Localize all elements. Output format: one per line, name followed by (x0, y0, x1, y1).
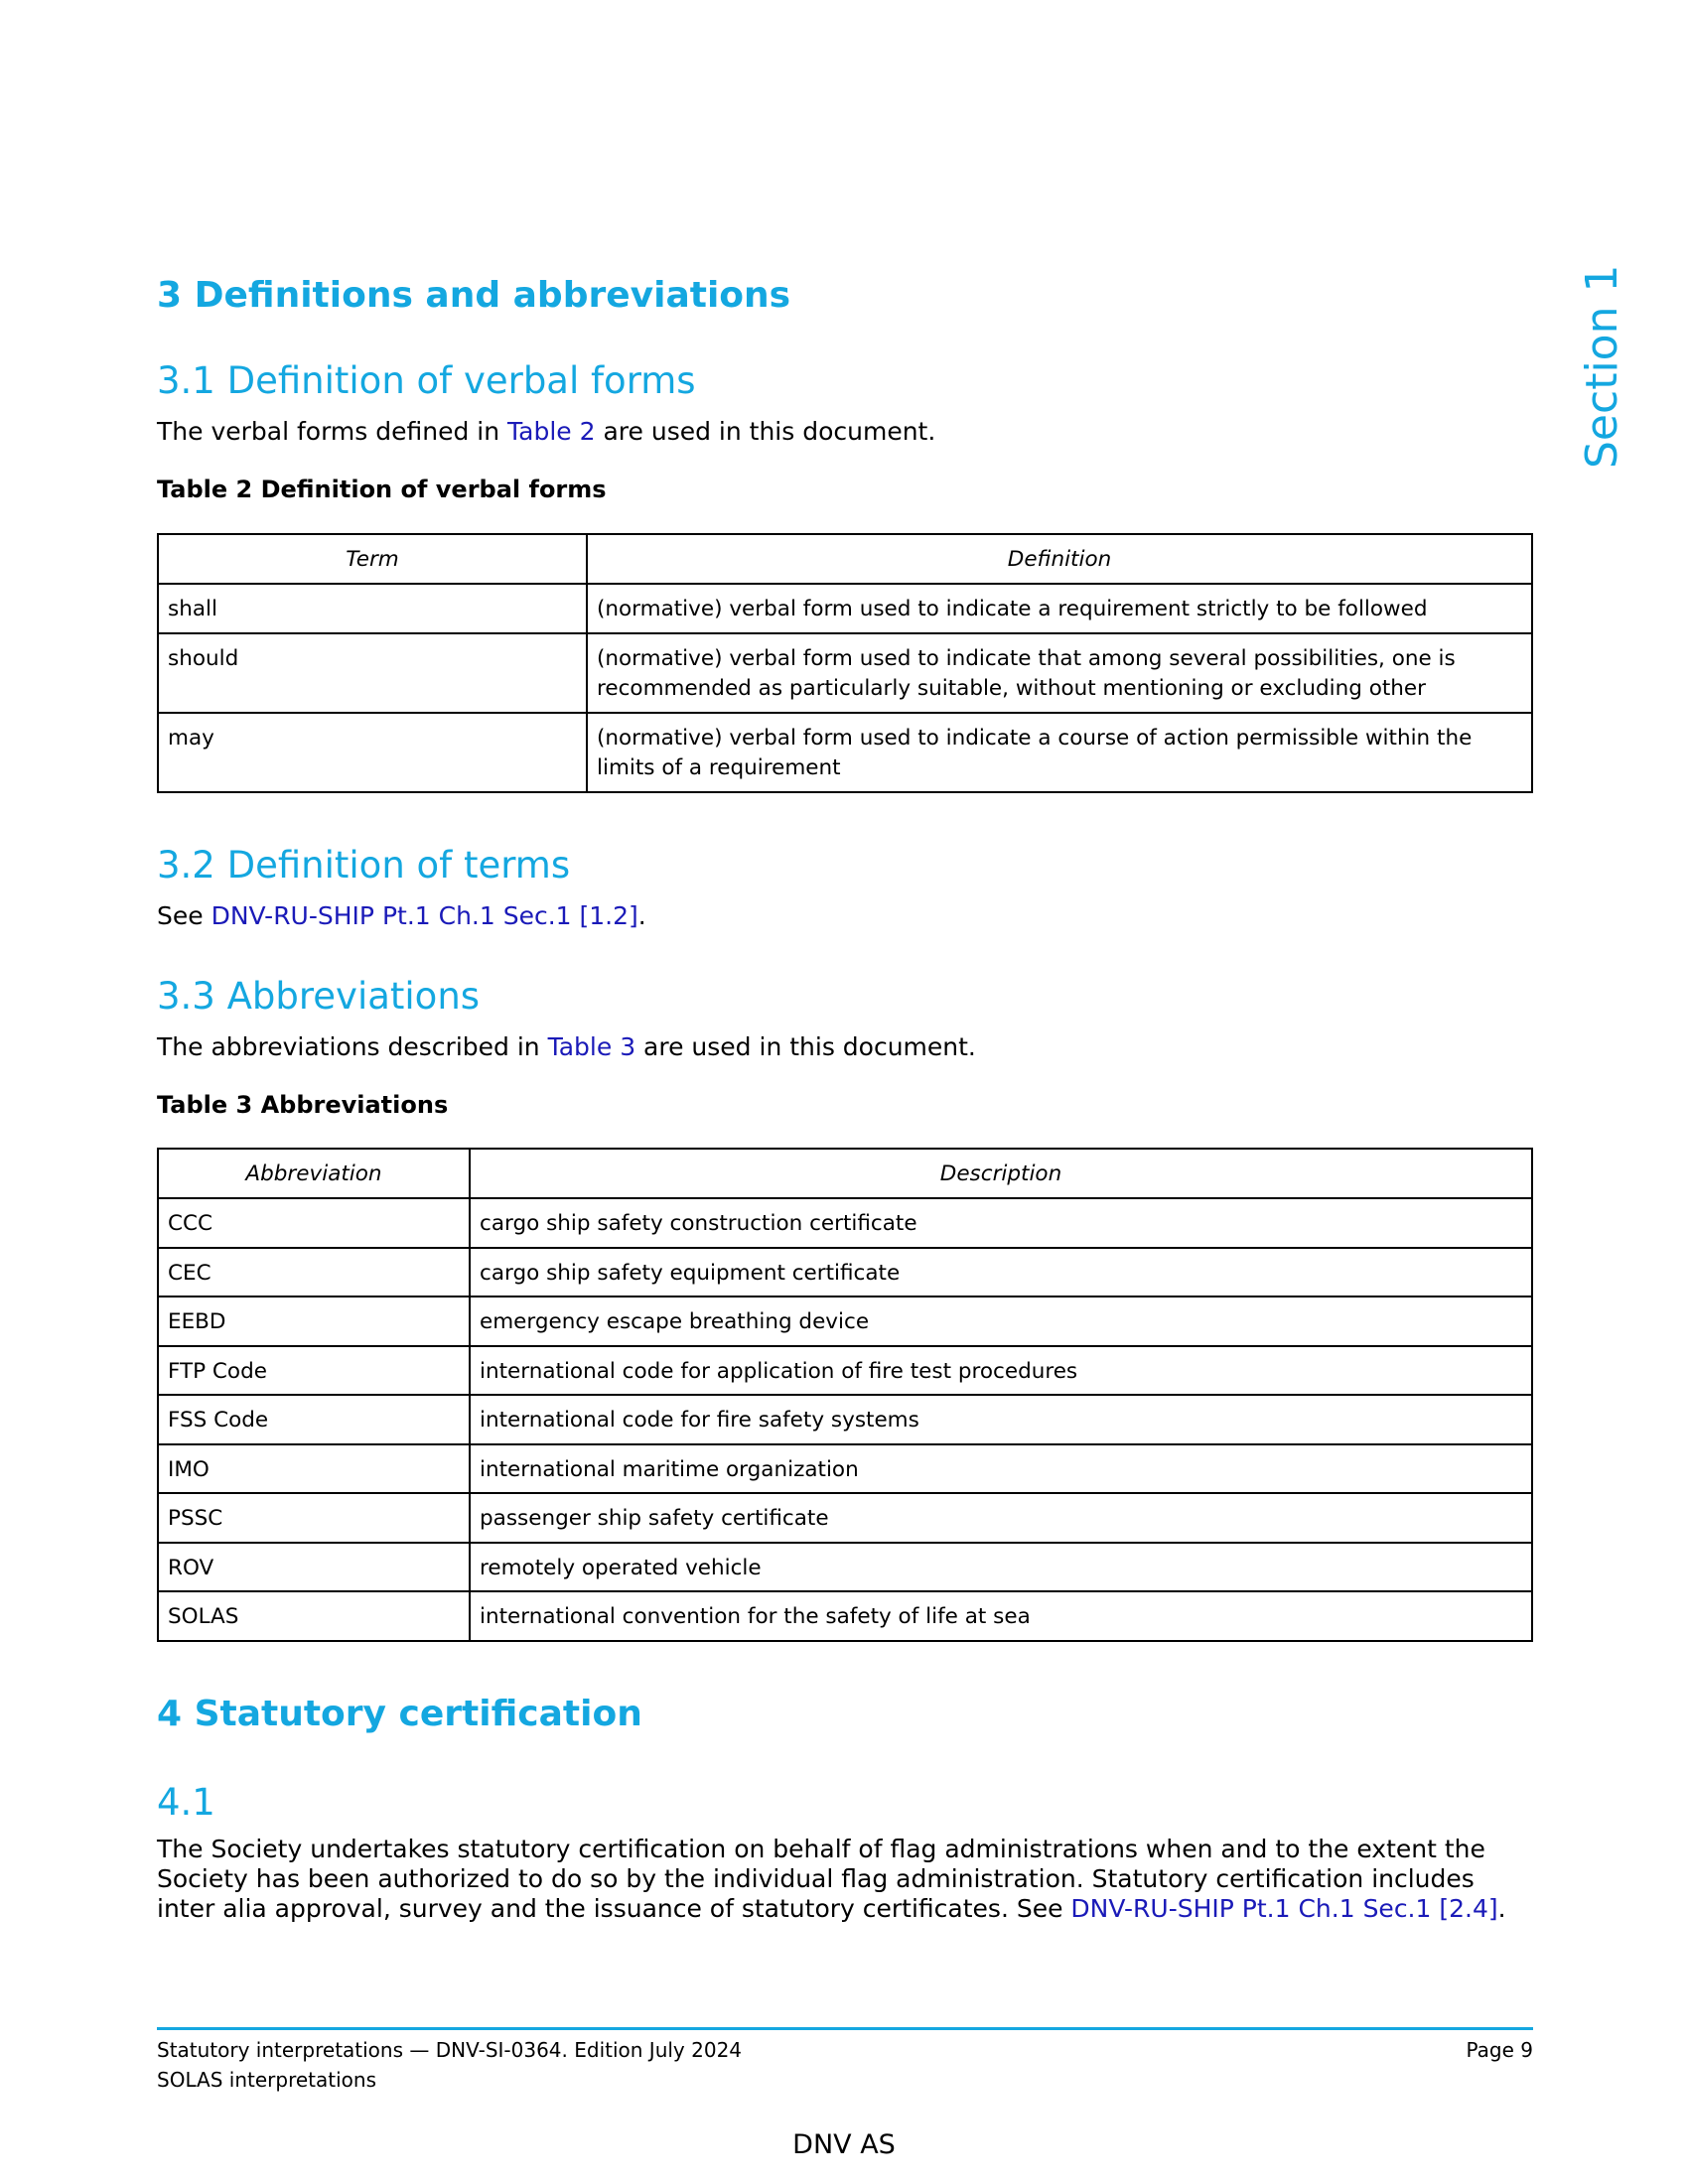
table-row (158, 1346, 1532, 1396)
definition-cell: (normative) verbal form used to indicate a requirement strictly to be followed (587, 584, 1532, 633)
table-header-row (158, 1149, 1532, 1198)
see-text: See (157, 901, 211, 930)
abbreviation-cell: FTP Code (158, 1346, 470, 1396)
column-header-term: Term (158, 534, 587, 584)
abbreviation-cell: PSSC (158, 1493, 470, 1543)
table-row (158, 1444, 1532, 1494)
intro-text: The abbreviations described in (157, 1032, 548, 1061)
rules-reference-link[interactable]: DNV-RU-SHIP Pt.1 Ch.1 Sec.1 [1.2] (211, 901, 638, 930)
description-cell: international convention for the safety of life at sea (470, 1591, 1532, 1641)
table-row (158, 1591, 1532, 1641)
table-row (158, 1543, 1532, 1592)
table-abbreviations (157, 1148, 1533, 1642)
period-text: . (637, 901, 646, 930)
table-3-caption: Table 3 Abbreviations (157, 1091, 449, 1119)
heading-definition-of-terms: 3.2 Definition of terms (157, 844, 571, 887)
term-cell: should (158, 633, 587, 713)
heading-statutory-certification: 4 Statutory certification (157, 1694, 642, 1734)
heading-abbreviations: 3.3 Abbreviations (157, 975, 481, 1018)
heading-definitions-abbreviations: 3 Definitions and abbreviations (157, 275, 791, 316)
heading-verbal-forms: 3.1 Definition of verbal forms (157, 359, 696, 402)
column-header-definition: Definition (587, 534, 1532, 584)
abbreviation-cell: ROV (158, 1543, 470, 1592)
section-side-tab: Section 1 (1577, 264, 1627, 469)
term-cell: shall (158, 584, 587, 633)
rules-reference-link[interactable]: DNV-RU-SHIP Pt.1 Ch.1 Sec.1 [2.4] (1070, 1894, 1498, 1923)
abbreviations-intro (157, 1032, 1533, 1062)
publisher-name: DNV AS (792, 2129, 896, 2160)
table-row (158, 1493, 1532, 1543)
description-cell: cargo ship safety construction certificate (470, 1198, 1532, 1248)
period-text: . (1497, 1894, 1506, 1923)
table-row (158, 1395, 1532, 1444)
abbreviation-cell: FSS Code (158, 1395, 470, 1444)
abbreviation-cell: EEBD (158, 1297, 470, 1346)
description-cell: remotely operated vehicle (470, 1543, 1532, 1592)
table-row (158, 1297, 1532, 1346)
column-header-abbreviation: Abbreviation (158, 1149, 470, 1198)
footer-document-title: Statutory interpretations — DNV-SI-0364. Edition July 2024 (157, 2038, 743, 2062)
footer-document-info (157, 2035, 742, 2095)
table-2-link[interactable]: Table 2 (507, 417, 596, 446)
table-row (158, 584, 1532, 633)
definition-cell: (normative) verbal form used to indicate a course of action permissible within the limits of a requirement (587, 713, 1532, 792)
table-row (158, 1198, 1532, 1248)
table-header-row (158, 534, 1532, 584)
table-row (158, 633, 1532, 713)
table-3-link[interactable]: Table 3 (547, 1032, 636, 1061)
footer-page-number: Page 9 (1466, 2038, 1533, 2062)
description-cell: cargo ship safety equipment certificate (470, 1248, 1532, 1297)
verbal-forms-intro (157, 417, 1533, 447)
description-cell: international code for application of fire test procedures (470, 1346, 1532, 1396)
footer-divider (157, 2027, 1533, 2030)
statutory-certification-text (157, 1835, 1533, 1924)
definition-cell: (normative) verbal form used to indicate that among several possibilities, one is recommended as particularly suitable, without mentioning or excluding other (587, 633, 1532, 713)
intro-text-end: are used in this document. (595, 417, 936, 446)
intro-text: The verbal forms defined in (157, 417, 508, 446)
intro-text-end: are used in this document. (635, 1032, 976, 1061)
description-cell: emergency escape breathing device (470, 1297, 1532, 1346)
abbreviation-cell: SOLAS (158, 1591, 470, 1641)
heading-4-1: 4.1 (157, 1781, 215, 1824)
abbreviation-cell: CEC (158, 1248, 470, 1297)
abbreviation-cell: CCC (158, 1198, 470, 1248)
table-row (158, 713, 1532, 792)
description-cell: international maritime organization (470, 1444, 1532, 1494)
description-cell: passenger ship safety certificate (470, 1493, 1532, 1543)
description-cell: international code for fire safety systems (470, 1395, 1532, 1444)
definition-of-terms-text (157, 901, 1533, 931)
column-header-description: Description (470, 1149, 1532, 1198)
table-verbal-forms (157, 533, 1533, 793)
footer-document-subtitle: SOLAS interpretations (157, 2068, 376, 2092)
body-text: The Society undertakes statutory certification on behalf of flag administrations when and to the extent the Society has been authorized to do so by the individual flag administration. Statutory certification includes inter alia approval, survey and the issuance of statutory certificates. See (157, 1835, 1485, 1923)
abbreviation-cell: IMO (158, 1444, 470, 1494)
term-cell: may (158, 713, 587, 792)
table-row (158, 1248, 1532, 1297)
table-2-caption: Table 2 Definition of verbal forms (157, 476, 607, 503)
